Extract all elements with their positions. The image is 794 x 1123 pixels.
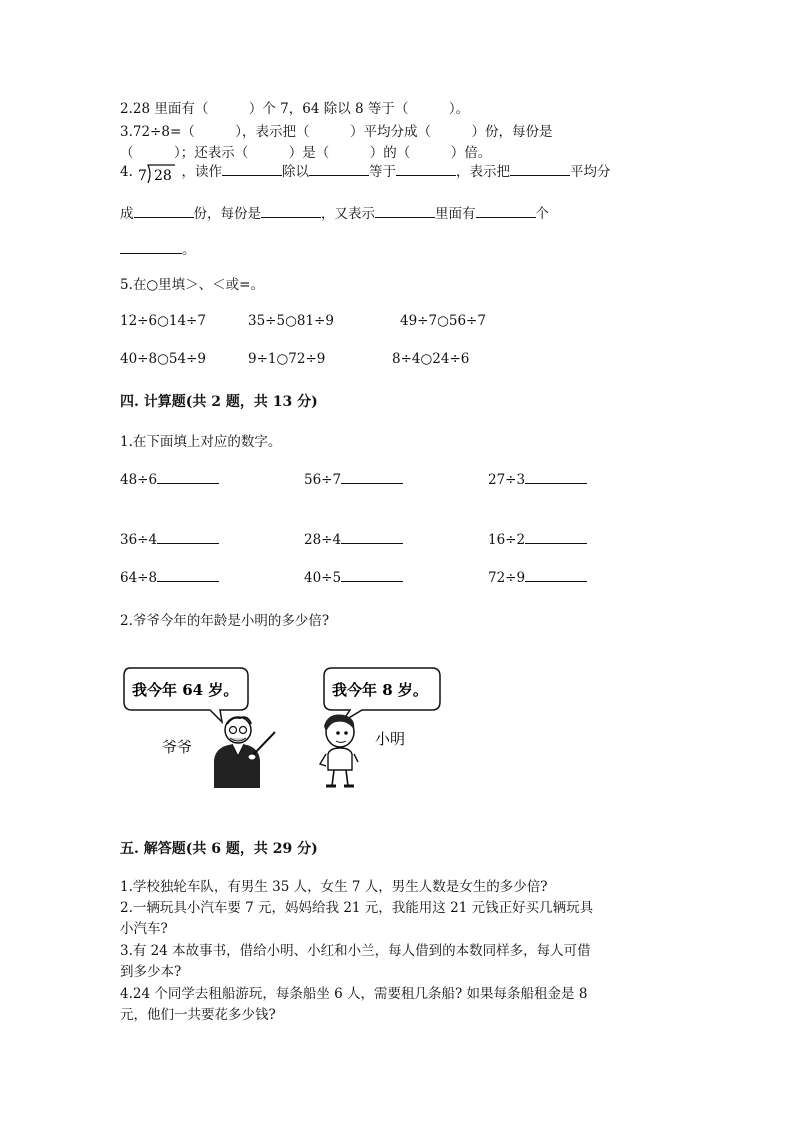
section-5-title: 五. 解答题(共 6 题，共 29 分)	[120, 841, 318, 857]
question-4-line3	[120, 238, 196, 258]
calc-item	[488, 569, 587, 586]
calc-expression: 28÷4	[304, 532, 342, 548]
bubble-right-text: 我今年 8 岁。	[332, 681, 428, 699]
calc-expression: 36÷4	[120, 532, 158, 548]
calc-expression: 56÷7	[304, 472, 342, 488]
question-5-title: 5.在○里填＞、＜或=。	[120, 277, 264, 293]
answer-blank[interactable]	[157, 569, 219, 582]
problem-line: 到多少本?	[120, 964, 182, 980]
question-3-line1: 3.72÷8=（ ），表示把（ ）平均分成（ ）份，每份是	[120, 124, 553, 140]
calc-item	[304, 471, 403, 488]
compare-cell[interactable]: 40÷8○54÷9	[120, 351, 206, 367]
division-dividend: 28	[154, 167, 173, 184]
answer-blank[interactable]	[309, 163, 369, 176]
calc-item	[304, 569, 403, 586]
calc-item	[304, 531, 403, 548]
answer-blank[interactable]	[375, 205, 435, 218]
calc-item	[120, 569, 219, 586]
answer-blank[interactable]	[341, 569, 403, 582]
problem-line: 2.一辆玩具小汽车要 7 元，妈妈给我 21 元，我能用这 21 元钱正好买几辆玩具	[120, 900, 594, 916]
calc-item	[120, 471, 219, 488]
text-divided-by: 除以	[281, 164, 309, 180]
answer-blank[interactable]	[134, 205, 194, 218]
question-4-line2	[120, 202, 549, 222]
label-xiaoming: 小明	[375, 730, 406, 748]
calc-expression: 27÷3	[488, 472, 526, 488]
text-period: 。	[182, 242, 196, 258]
answer-blank[interactable]	[341, 471, 403, 484]
calc-expression: 48÷6	[120, 472, 158, 488]
question-4-line1	[120, 160, 610, 183]
question-2: 2.28 里面有（ ）个 7，64 除以 8 等于（ ）。	[120, 101, 470, 117]
text-count-unit: 个	[535, 206, 549, 222]
answer-blank[interactable]	[157, 531, 219, 544]
age-illustration	[110, 660, 450, 800]
calc-item	[488, 471, 587, 488]
text-means: ，表示把	[455, 164, 510, 180]
answer-blank[interactable]	[120, 241, 182, 254]
grandpa-figure	[214, 717, 275, 788]
text-also-means: ，又表示	[321, 206, 375, 222]
answer-blank[interactable]	[157, 471, 219, 484]
answer-blank[interactable]	[525, 471, 587, 484]
answer-blank[interactable]	[222, 163, 282, 176]
answer-blank[interactable]	[525, 569, 587, 582]
compare-cell[interactable]: 49÷7○56÷7	[400, 313, 486, 329]
calc-expression: 64÷8	[120, 570, 158, 586]
section-4-question-1: 1.在下面填上对应的数字。	[120, 434, 282, 450]
section-4-title: 四. 计算题(共 2 题，共 13 分)	[120, 394, 318, 410]
text-each-part: 份，每份是	[193, 206, 261, 222]
answer-blank[interactable]	[341, 531, 403, 544]
division-divisor: 7	[138, 167, 148, 184]
problem-line: 4.24 个同学去租船游玩，每条船坐 6 人，需要租几条船? 如果每条船租金是 8	[120, 986, 588, 1002]
problem-line: 元，他们一共要花多少钱?	[120, 1007, 276, 1023]
problem-line: 3.有 24 本故事书，借给小明、小红和小兰，每人借到的本数同样多，每人可借	[120, 943, 591, 959]
calc-expression: 16÷2	[488, 532, 526, 548]
answer-blank[interactable]	[261, 205, 321, 218]
bubble-left-text: 我今年 64 岁。	[132, 681, 239, 699]
text-split: 平均分	[569, 164, 611, 180]
text-contains: 里面有	[435, 206, 476, 222]
boy-figure	[320, 714, 358, 786]
answer-blank[interactable]	[476, 205, 536, 218]
text-into: 成	[120, 206, 134, 222]
calc-item	[120, 531, 219, 548]
calc-expression: 72÷9	[488, 570, 526, 586]
calc-expression: 40÷5	[304, 570, 342, 586]
compare-cell[interactable]: 9÷1○72÷9	[248, 351, 326, 367]
compare-cell[interactable]: 8÷4○24÷6	[392, 351, 470, 367]
question-3-line2: （ ）；还表示（ ）是（ ）的（ ）倍。	[120, 145, 492, 161]
label-grandpa: 爷爷	[162, 738, 193, 756]
text-equals: 等于	[368, 164, 396, 180]
answer-blank[interactable]	[525, 531, 587, 544]
problem-line: 小汽车?	[120, 921, 168, 937]
answer-blank[interactable]	[396, 163, 456, 176]
question-4-number: 4.	[120, 164, 133, 180]
text-read-as: ，读作	[181, 164, 222, 180]
problem-line: 1.学校独轮车队，有男生 35 人，女生 7 人，男生人数是女生的多少倍?	[120, 879, 548, 895]
compare-cell[interactable]: 35÷5○81÷9	[248, 313, 334, 329]
long-division-symbol	[137, 163, 177, 183]
answer-blank[interactable]	[510, 163, 570, 176]
section-4-question-2: 2.爷爷今年的年龄是小明的多少倍?	[120, 613, 330, 629]
calc-item	[488, 531, 587, 548]
compare-cell[interactable]: 12÷6○14÷7	[120, 313, 206, 329]
